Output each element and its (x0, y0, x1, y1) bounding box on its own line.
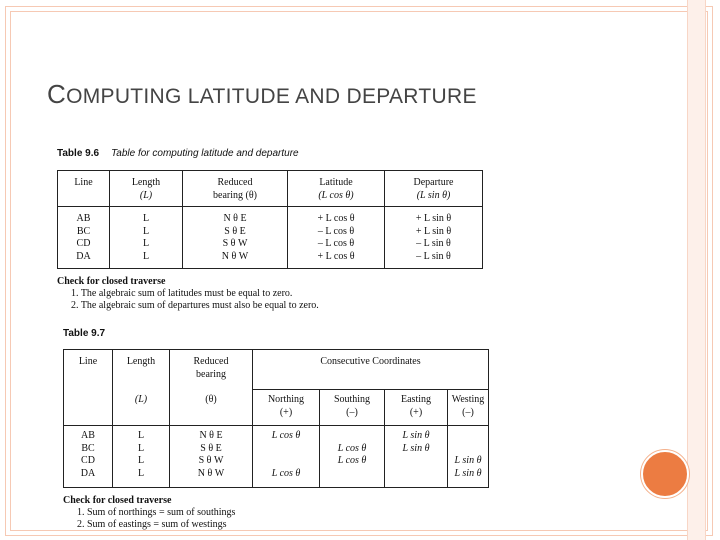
table1-check-title: Check for closed traverse (57, 276, 166, 287)
table2-cell (322, 468, 382, 481)
table1-cell: – L sin θ (416, 250, 451, 262)
table1-header-cell (183, 171, 288, 207)
table2-cell: AB (81, 430, 95, 441)
table1-cell: + L cos θ (317, 213, 355, 224)
table2-col-sign: (+) (279, 406, 293, 418)
table1-header-length-sub: (L) (139, 189, 153, 201)
table1-cell: + L sin θ (415, 213, 452, 224)
table2-header-row (64, 350, 489, 390)
table1-label: Table 9.6 (57, 148, 100, 159)
table2-cell (387, 468, 445, 481)
table1-cell: + L sin θ (415, 225, 452, 237)
table2-cell: L cos θ (271, 467, 301, 479)
table1-body-row (58, 207, 483, 269)
table1-header-row (58, 171, 483, 207)
table1-header-departure: Departure (413, 177, 454, 188)
table2-check-item: 2. Sum of eastings = sum of westings (77, 519, 227, 530)
table1-header-bearing-sub: bearing (θ) (213, 189, 257, 201)
table2-body-row (64, 426, 489, 488)
slide-title-rest: OMPUTING LATITUDE AND DEPARTURE (66, 85, 477, 108)
table2-col-name: Northing (267, 394, 305, 405)
table2-col-name: Easting (401, 394, 431, 405)
table1-header-departure-sub: (L sin θ) (416, 189, 451, 201)
table2-cell: S θ E (200, 442, 222, 454)
table2-header-line: Line (64, 350, 113, 426)
table2-cell: L sin θ (402, 430, 430, 441)
table2-col-bearing (170, 426, 253, 488)
table2-caption (63, 328, 117, 339)
table2-col-header-westing (448, 390, 489, 426)
table2-cell: BC (81, 442, 95, 454)
table2-cell: L (137, 442, 145, 454)
table2-col-header-southing (320, 390, 385, 426)
table2-cell (450, 430, 486, 443)
table2-cell: L (137, 430, 145, 441)
table2-header-length: Length (113, 350, 170, 390)
table2-cell: L cos θ (337, 442, 367, 454)
table2-col-sign: (+) (409, 406, 423, 418)
table1-header-bearing: Reduced (217, 177, 253, 188)
table1-col-departure (385, 207, 483, 269)
table1-col-bearing (183, 207, 288, 269)
table1-cell: S θ E (224, 225, 246, 237)
table1-header-cell (385, 171, 483, 207)
table1-header-latitude: Latitude (319, 177, 353, 188)
table2-col-sign: (–) (462, 406, 474, 418)
table2-subheader-row (64, 390, 489, 426)
table2-check-title: Check for closed traverse (63, 495, 172, 506)
table2-col-easting (385, 426, 448, 488)
table1-cell: AB (76, 213, 91, 224)
table1-cell: N θ E (223, 213, 247, 224)
table1-cell: – L cos θ (317, 238, 355, 249)
table2-sub-length: (L) (113, 390, 170, 426)
table2-header-group: Consecutive Coordinates (253, 350, 489, 390)
table2-col-northing (253, 426, 320, 488)
table2-cell: CD (81, 455, 95, 466)
table1-cell: BC (76, 225, 91, 237)
table1-header-cell (58, 171, 110, 207)
table2-cell: N θ E (199, 430, 223, 441)
table2-cell (255, 455, 317, 468)
table2-col-westing (448, 426, 489, 488)
table1-cell: L (142, 250, 150, 262)
table1-header-length: Length (131, 177, 161, 188)
table1-cell: L (142, 213, 150, 224)
table2-col-header-northing (253, 390, 320, 426)
table1-notes (57, 276, 319, 312)
decorative-circle (641, 450, 689, 498)
table2-cell: L sin θ (402, 442, 430, 454)
decorative-side-strip (687, 0, 706, 540)
table2-col-name: Southing (333, 394, 371, 405)
table2-col-sign: (–) (346, 406, 358, 418)
table2-cell: DA (80, 467, 96, 479)
table1-cell: DA (76, 250, 91, 262)
table1-caption (57, 148, 299, 159)
table1-cell: N θ W (221, 250, 249, 262)
table2-cell (255, 443, 317, 456)
table1-cell: – L sin θ (416, 238, 451, 249)
table2-cell: L sin θ (454, 455, 482, 466)
table2-notes (63, 495, 235, 531)
table1-header-line: Line (74, 177, 93, 188)
table1-header-cell (288, 171, 385, 207)
table1-col-line (58, 207, 110, 269)
table1-header-latitude-sub: (L cos θ) (318, 189, 354, 201)
table1-check-item: 2. The algebraic sum of departures must also be equal to zero. (71, 300, 319, 311)
table2-cell: N θ W (197, 467, 225, 479)
table2-cell (387, 455, 445, 468)
table2-sub-bearing: (θ) (170, 390, 253, 426)
table2-cell: S θ W (198, 455, 224, 466)
table2-cell: L cos θ (271, 430, 301, 441)
table1-cell: – L cos θ (317, 225, 355, 237)
table2-col-header-easting (385, 390, 448, 426)
slide-title (47, 79, 477, 110)
table2-cell: L (137, 455, 145, 466)
table1-cell: L (142, 238, 150, 249)
table1-col-length (110, 207, 183, 269)
table1-col-latitude (288, 207, 385, 269)
table1-caption-text: Table for computing latitude and departure (111, 148, 299, 159)
table1-cell: + L cos θ (317, 250, 355, 262)
table2-check-item: 1. Sum of northings = sum of southings (77, 507, 236, 518)
table2-cell (322, 430, 382, 443)
table2-col-line (64, 426, 113, 488)
table2-col-name: Westing (451, 394, 485, 405)
table2-cell (450, 443, 486, 456)
table2-col-length (113, 426, 170, 488)
table2-label: Table 9.7 (63, 328, 106, 339)
table2-cell: L (137, 467, 145, 479)
table1-check-item: 1. The algebraic sum of latitudes must be equal to zero. (71, 288, 293, 299)
table2-col-southing (320, 426, 385, 488)
table2-cell: L sin θ (454, 467, 482, 479)
table2-cell: L cos θ (337, 455, 367, 466)
table1-cell: L (142, 225, 150, 237)
table1 (57, 170, 483, 269)
table1-cell: S θ W (222, 238, 248, 249)
slide-title-initial: C (47, 79, 67, 109)
table2-header-bearing: Reduced bearing (170, 350, 253, 390)
table2 (63, 349, 489, 488)
table1-header-cell (110, 171, 183, 207)
table1-cell: CD (76, 238, 91, 249)
